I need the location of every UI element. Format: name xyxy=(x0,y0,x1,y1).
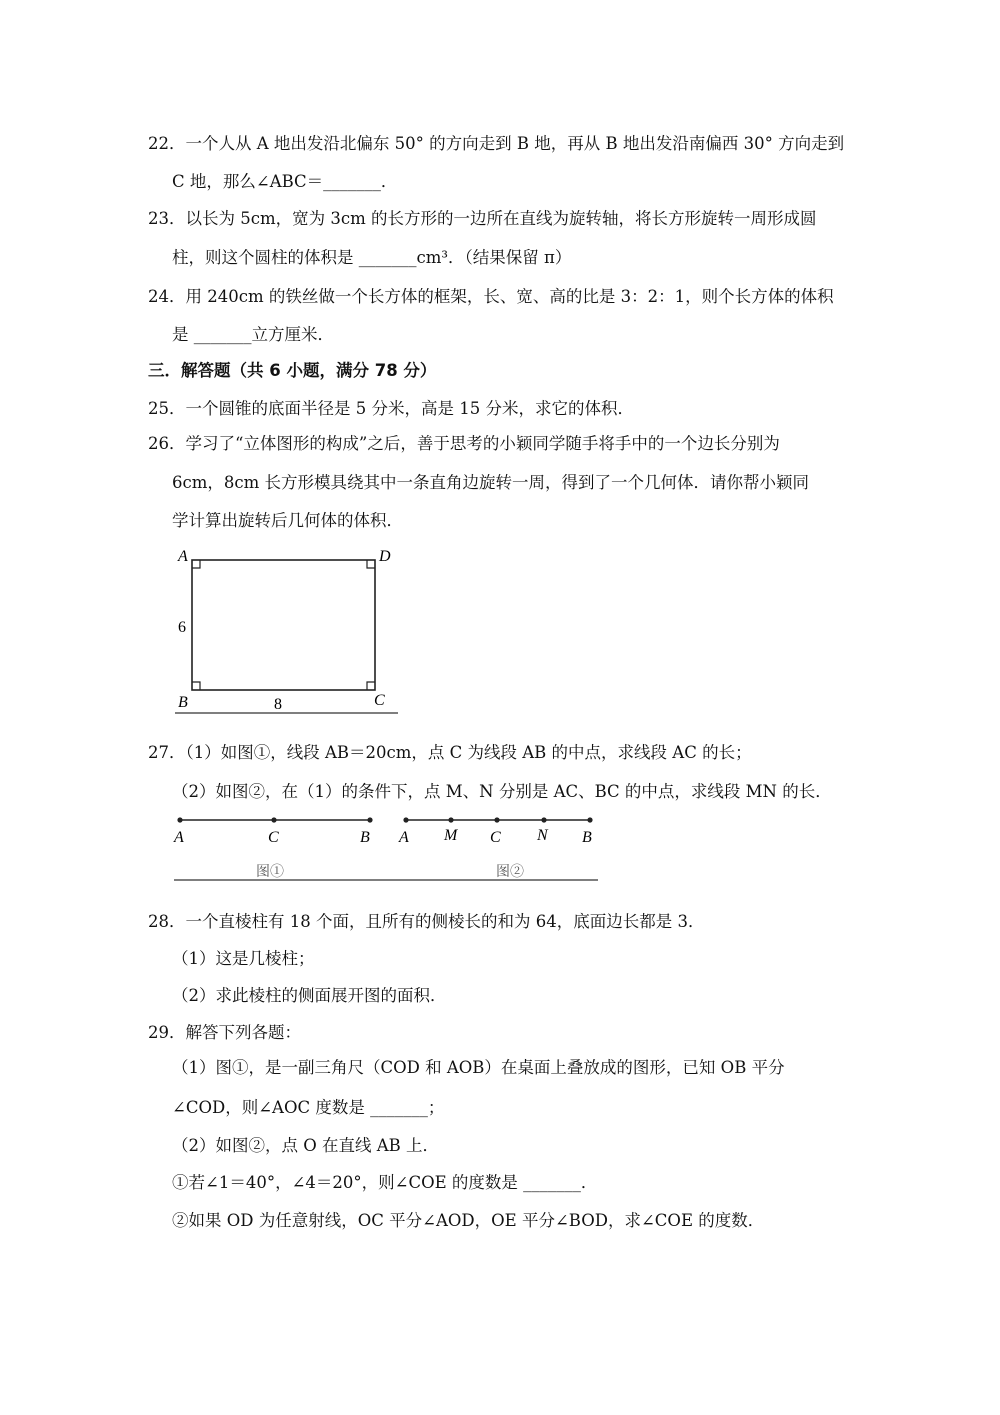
fig1-label-b: B xyxy=(360,829,370,846)
q27-segment-figures xyxy=(170,808,605,883)
label-a: A xyxy=(178,548,188,565)
q22-line-2: C 地，那么∠ABC＝_______． xyxy=(172,172,398,191)
q27-line-1: 27．（1）如图①，线段 AB＝20cm，点 C 为线段 AB 的中点，求线段 AC 的长； xyxy=(148,743,752,762)
fig1-point-b xyxy=(367,817,372,822)
q28-line-3: （2）求此棱柱的侧面展开图的面积． xyxy=(172,986,447,1005)
q26-line-3: 学计算出旋转后几何体的体积． xyxy=(172,511,403,530)
right-angle-d xyxy=(367,560,375,568)
q28-line-1: 28．一个直棱柱有 18 个面，且所有的侧棱长的和为 64，底面边长都是 3． xyxy=(148,912,705,931)
right-angle-a xyxy=(192,560,200,568)
fig2-point-a xyxy=(403,817,408,822)
fig2-point-m xyxy=(448,817,453,822)
q29-line-3: ∠COD，则∠AOC 度数是 _______； xyxy=(172,1098,445,1117)
right-angle-b xyxy=(192,682,200,690)
fig2-caption: 图② xyxy=(496,865,524,880)
fig2-label-a: A xyxy=(399,829,409,846)
fig2-label-b: B xyxy=(582,829,592,846)
fig2-point-b xyxy=(587,817,592,822)
fig1-label-a: A xyxy=(174,829,184,846)
q25-line-1: 25．一个圆锥的底面半径是 5 分米，高是 15 分米，求它的体积． xyxy=(148,399,634,418)
q23-line-2: 柱，则这个圆柱的体积是 _______cm³．（结果保留 π） xyxy=(172,248,572,267)
fig1-point-c xyxy=(271,817,276,822)
section-3-heading: 三．解答题（共 6 小题，满分 78 分） xyxy=(148,361,437,380)
q27-line-2: （2）如图②，在（1）的条件下，点 M、N 分别是 AC、BC 的中点，求线段 MN 的长． xyxy=(172,782,832,801)
label-d: D xyxy=(379,548,391,565)
label-b: B xyxy=(178,694,188,711)
fig1-label-c: C xyxy=(268,829,279,846)
q28-line-2: （1）这是几棱柱； xyxy=(172,949,315,968)
fig2-label-m: M xyxy=(444,827,458,844)
q29-line-2: （1）图①，是一副三角尺（COD 和 AOB）在桌面上叠放成的图形，已知 OB 平分 xyxy=(172,1058,785,1077)
fig2-point-n xyxy=(541,817,546,822)
q29-line-1: 29．解答下列各题： xyxy=(148,1023,301,1042)
q24-line-1: 24．用 240cm 的铁丝做一个长方体的框架，长、宽、高的比是 3：2：1，则个长方体的体积 xyxy=(148,287,834,306)
q24-line-2: 是 _______立方厘米． xyxy=(172,325,334,344)
label-side-8: 8 xyxy=(274,696,282,713)
label-side-6: 6 xyxy=(178,619,186,636)
q26-rectangle-figure xyxy=(170,545,405,720)
fig2-label-c: C xyxy=(490,829,501,846)
fig1-caption: 图① xyxy=(256,865,284,880)
rectangle-abcd xyxy=(192,560,375,690)
right-angle-c xyxy=(367,682,375,690)
fig2-point-c xyxy=(494,817,499,822)
q26-line-1: 26．学习了“立体图形的构成”之后，善于思考的小颖同学随手将手中的一个边长分别为 xyxy=(148,434,780,453)
fig1-point-a xyxy=(177,817,182,822)
label-c: C xyxy=(374,692,385,709)
q23-line-1: 23．以长为 5cm，宽为 3cm 的长方形的一边所在直线为旋转轴，将长方形旋转一周形成圆 xyxy=(148,209,817,228)
q26-line-2: 6cm，8cm 长方形模具绕其中一条直角边旋转一周，得到了一个几何体．请你帮小颖同 xyxy=(172,473,810,492)
q22-line-1: 22．一个人从 A 地出发沿北偏东 50° 的方向走到 B 地，再从 B 地出发沿南偏西 30° 方向走到 xyxy=(148,134,845,153)
q29-line-4: （2）如图②，点 O 在直线 AB 上． xyxy=(172,1136,440,1155)
fig2-label-n: N xyxy=(537,827,548,844)
q29-line-5: ①若∠1＝40°，∠4＝20°，则∠COE 的度数是 _______． xyxy=(172,1173,598,1192)
q29-line-6: ②如果 OD 为任意射线，OC 平分∠AOD，OE 平分∠BOD，求∠COE 的度数． xyxy=(172,1211,765,1230)
